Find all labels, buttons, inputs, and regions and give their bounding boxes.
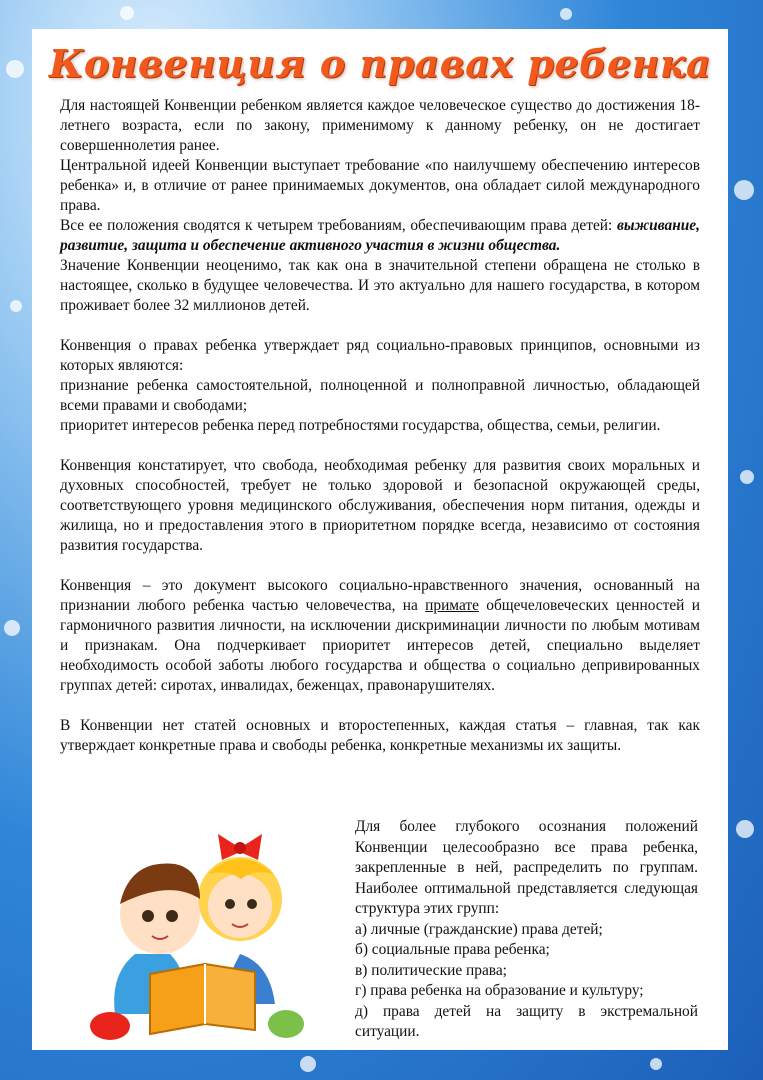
paragraph-text: общечеловеческих ценностей и гармоничного развития личности, на исключении дискриминации личности по любым мотивам и признакам. Она подчеркивает приоритет интересов детей, специально выделяет необходимость особой заботы любого государства и общества о социально депривированных группах детей: сиротах, инвалидах, беженцах, правонарушителях. xyxy=(60,597,700,694)
rights-groups-text xyxy=(355,817,698,1043)
content-sheet xyxy=(32,29,728,1050)
paragraph: Для настоящей Конвенции ребенком является каждое человеческое существо до достижения 18-летнего возраста, если по закону, применимому к данному ребенку, он не достигает совершеннолетия ранее. xyxy=(60,97,700,154)
paragraph-text: Все ее положения сводятся к четырем требованиям, обеспечивающим права детей: xyxy=(60,217,617,234)
children-reading-illustration xyxy=(80,804,320,1044)
underlined-link[interactable]: примате xyxy=(425,597,479,614)
emphasis-text: выживание, развитие, защита и обеспечение активного участия в жизни общества. xyxy=(60,217,700,254)
paragraph xyxy=(60,216,700,256)
side-intro: Для более глубокого осознания положений Конвенции целесообразно все права ребенка, закрепленные в ней, распределить по группам. Наиболее оптимальной представляется следующая структура этих групп: xyxy=(355,818,698,917)
paragraph xyxy=(60,576,700,696)
paragraph: Конвенция констатирует, что свобода, необходимая ребенку для развития своих моральных и духовных способностей, требует не только здоровой и безопасной окружающей среды, соответствующего уровня медицинского обслуживания, обеспечения норм питания, одежды и жилища, но и предоставления этого в приоритетном порядке всегда, независимо от состояния развития государства. xyxy=(60,457,700,554)
list-item: а) личные (гражданские) права детей; xyxy=(355,920,603,938)
list-item: б) социальные права ребенка; xyxy=(355,941,550,958)
paragraph: признание ребенка самостоятельной, полноценной и полноправной личностью, обладающей всеми правами и свободами; xyxy=(60,377,700,414)
main-text xyxy=(60,96,700,756)
paragraph: Значение Конвенции неоценимо, так как она в значительной степени обращена не столько в настоящее, сколько в будущее человечества. И это актуально для нашего государства, в котором проживает более 32 миллионов детей. xyxy=(60,257,700,314)
list-item: в) политические права; xyxy=(355,961,507,979)
page-title: Конвенция о правах ребенка xyxy=(48,41,712,86)
list-item: д) права детей на защиту в экстремальной ситуации. xyxy=(355,1002,698,1040)
paragraph: Конвенция о правах ребенка утверждает ряд социально-правовых принципов, основными из которых являются: xyxy=(60,337,700,374)
paragraph: приоритет интересов ребенка перед потребностями государства, общества, семьи, религии. xyxy=(60,417,661,434)
list-item: г) права ребенка на образование и культуру; xyxy=(355,982,644,999)
paragraph-text: Конвенция – это документ высокого социально-нравственного значения, основанный на признании любого ребенка частью человечества, на xyxy=(60,577,700,614)
paragraph: В Конвенции нет статей основных и второстепенных, каждая статья – главная, так как утверждает конкретные права и свободы ребенка, конкретные механизмы их защиты. xyxy=(60,717,700,754)
paragraph: Центральной идеей Конвенции выступает требование «по наилучшему обеспечению интересов ребенка» и, в отличие от ранее принимаемых документов, она обладает силой международного права. xyxy=(60,157,700,214)
